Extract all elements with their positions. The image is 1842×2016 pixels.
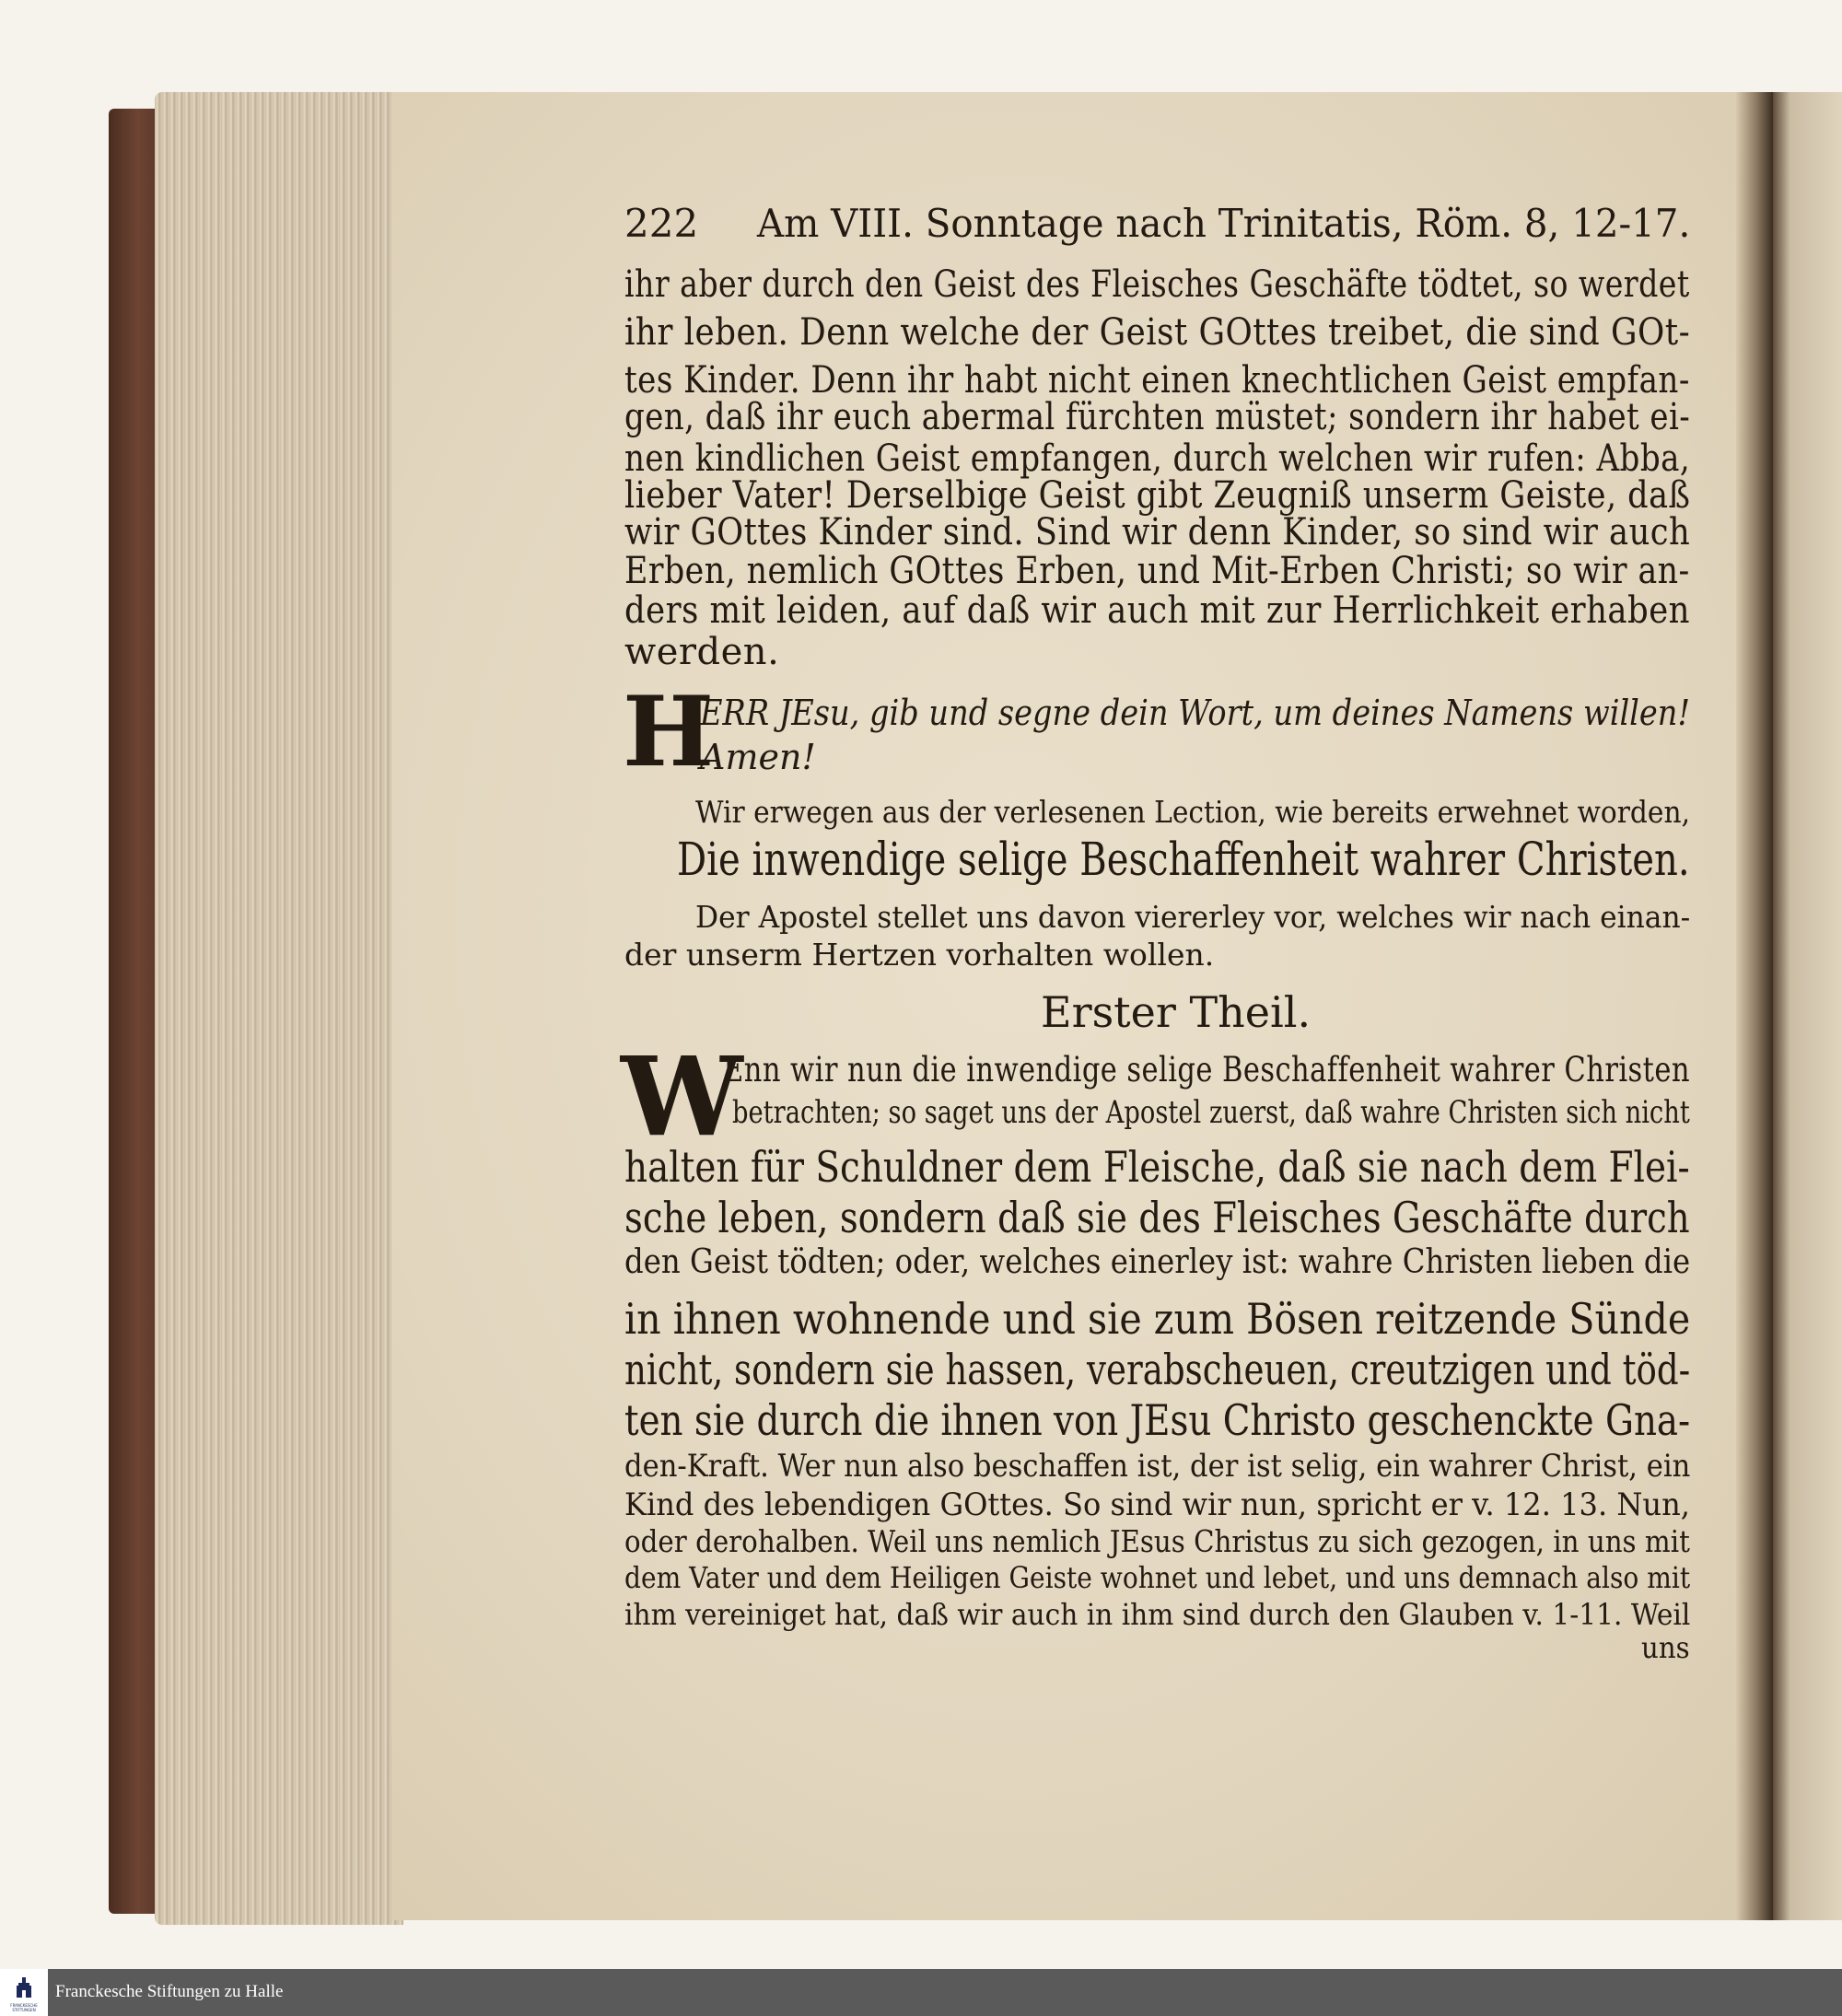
facing-page-edge bbox=[1773, 92, 1842, 1920]
division-line: Der Apostel stellet uns davon viererley vor, welches wir nach einan- bbox=[695, 899, 1691, 935]
section-heading: Erster Theil. bbox=[1041, 987, 1312, 1037]
scripture-line: nen kindlichen Geist empfangen, durch welchen wir rufen: Abba, bbox=[624, 437, 1691, 480]
institution-logo-icon bbox=[15, 1975, 33, 1999]
page-gutter bbox=[1736, 92, 1773, 1920]
scripture-line: wir GOttes Kinder sind. Sind wir denn Kinder, so sind wir auch bbox=[624, 511, 1691, 554]
section-line: ten sie durch die ihnen von JEsu Christo geschenckte Gna- bbox=[624, 1395, 1691, 1445]
section-line: in ihnen wohnende und sie zum Bösen reitzende Sünde bbox=[624, 1294, 1691, 1344]
scripture-line: ders mit leiden, auf daß wir auch mit zur Herrlichkeit erhaben bbox=[624, 589, 1690, 632]
section-line: oder derohalben. Weil uns nemlich JEsus Christus zu sich gezogen, in uns mit bbox=[624, 1523, 1690, 1559]
institution-name[interactable]: Franckesche Stiftungen zu Halle bbox=[55, 1982, 284, 2001]
institution-logo-text: FRANCKESCHE STIFTUNGEN bbox=[10, 2003, 38, 2012]
section-initial: W bbox=[621, 1032, 743, 1160]
prayer-amen: Amen! bbox=[700, 737, 816, 777]
intro-line: Wir erwegen aus der verlesenen Lection, wie bereits erwehnet worden, bbox=[695, 794, 1691, 830]
section-line: betrachten; so saget uns der Apostel zuerst, daß wahre Christen sich nicht bbox=[732, 1094, 1690, 1131]
section-line: dem Vater und dem Heiligen Geiste wohnet und lebet, und uns demnach also mit bbox=[624, 1560, 1691, 1595]
scripture-line: ihr leben. Denn welche der Geist GOttes treibet, die sind GOt- bbox=[624, 311, 1691, 354]
section-line: den Geist tödten; oder, welches einerley ist: wahre Christen lieben die bbox=[624, 1243, 1691, 1281]
catchword: uns bbox=[1641, 1630, 1690, 1665]
footer-bar bbox=[0, 1969, 1842, 2016]
division-line: der unserm Hertzen vorhalten wollen. bbox=[624, 937, 1215, 973]
main-title: Die inwendige selige Beschaffenheit wahrer Christen. bbox=[677, 833, 1690, 886]
section-line: ihm vereiniget hat, daß wir auch in ihm sind durch den Glauben v. 1-11. Weil bbox=[624, 1597, 1691, 1632]
section-line: nicht, sondern sie hassen, verabscheuen, creutzigen und töd- bbox=[624, 1345, 1691, 1394]
scripture-line: tes Kinder. Denn ihr habt nicht einen knechtlichen Geist empfan- bbox=[624, 359, 1690, 402]
section-line: sche leben, sondern daß sie des Fleisches Geschäfte durch bbox=[624, 1193, 1690, 1242]
page-edges bbox=[155, 92, 403, 1925]
prayer-line: ERR JEsu, gib und segne dein Wort, um deines Namens willen! bbox=[700, 693, 1690, 733]
running-title: Am VIII. Sonntage nach Trinitatis, Röm. 8, 12-17. bbox=[757, 201, 1691, 246]
scripture-line: gen, daß ihr euch abermal fürchten müstet; sondern ihr habet ei- bbox=[624, 396, 1691, 438]
scripture-line: Erben, nemlich GOttes Erben, und Mit-Erben Christi; so wir an- bbox=[624, 550, 1690, 592]
section-line: Kind des lebendigen GOttes. So sind wir nun, spricht er v. 12. 13. Nun, bbox=[624, 1486, 1690, 1523]
section-line: den-Kraft. Wer nun also beschaffen ist, der ist selig, ein wahrer Christ, ein bbox=[624, 1448, 1691, 1485]
scripture-line: werden. bbox=[624, 631, 780, 673]
institution-logo[interactable] bbox=[0, 1969, 48, 2016]
prayer-initial: H bbox=[623, 674, 715, 788]
section-line: halten für Schuldner dem Fleische, daß sie nach dem Flei- bbox=[624, 1142, 1690, 1192]
section-line: Enn wir nun die inwendige selige Beschaffenheit wahrer Christen bbox=[723, 1050, 1690, 1090]
scripture-line: lieber Vater! Derselbige Geist gibt Zeugniß unserm Geiste, daß bbox=[624, 474, 1691, 517]
scripture-line: ihr aber durch den Geist des Fleisches Geschäfte tödtet, so werdet bbox=[624, 263, 1690, 306]
page-number: 222 bbox=[624, 201, 699, 246]
